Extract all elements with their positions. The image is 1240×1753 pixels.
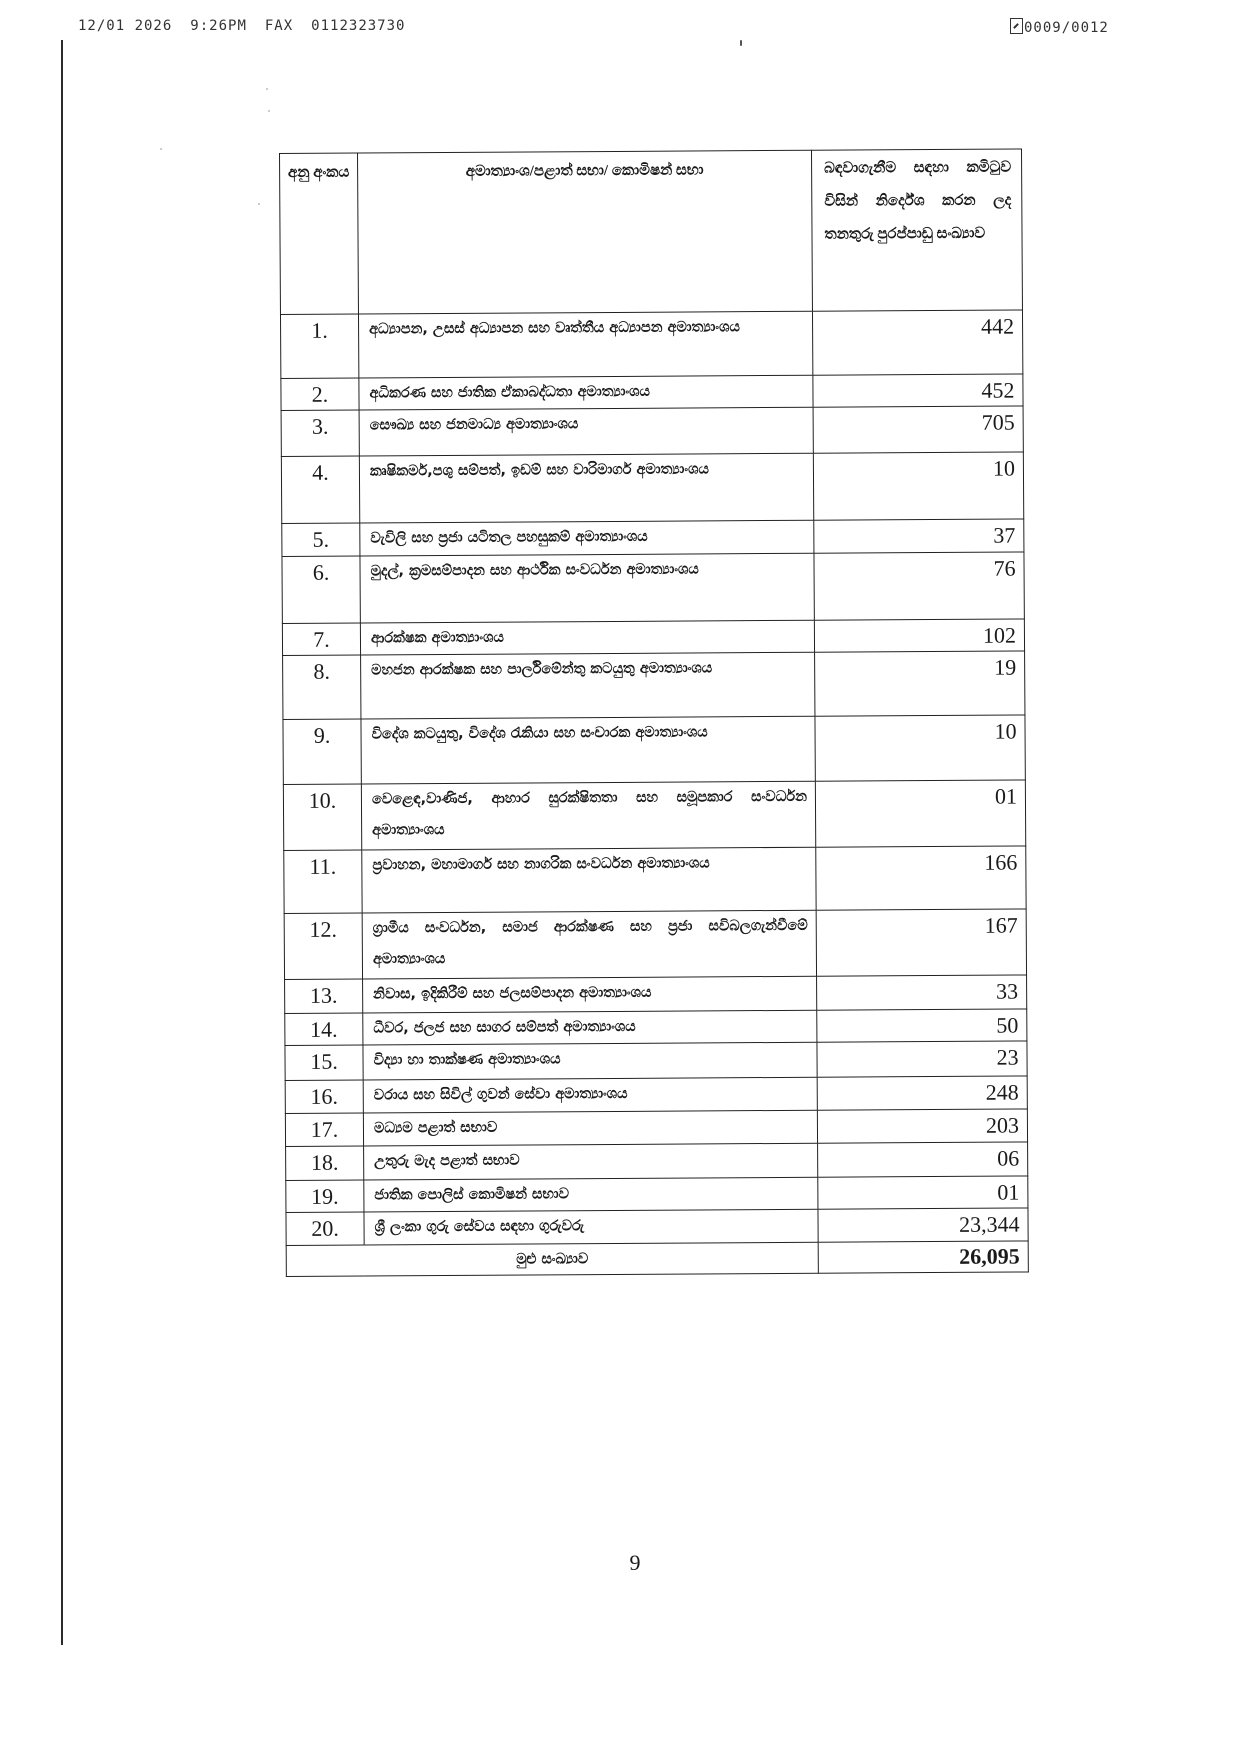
row-serial-number: 17. [285,1113,363,1146]
row-ministry-name: මුදල්, ක්‍රමසම්පාදන සහ ආර්ථික සංවර්ධන අමාත්‍යාංශය [360,553,814,623]
fax-label: FAX [264,18,294,34]
scan-speck [266,88,268,90]
row-vacancy-count: 06 [818,1142,1028,1177]
row-ministry-name: මහජන ආරක්ෂක සහ පාර්ලිමේන්තු කටයුතු අමාත්‍යාංශය [361,652,815,719]
row-vacancy-count: 19 [815,651,1025,716]
row-serial-number: 9. [283,719,361,784]
page-number: 9 [629,1550,641,1575]
row-ministry-name: උතුරු මැද පළාත් සභාව [364,1143,818,1180]
row-serial-number: 16. [285,1080,363,1113]
fax-date: 12/01 2026 [78,18,173,34]
row-vacancy-count: 33 [817,975,1027,1010]
header-serial-number: අනු අංකය [280,153,359,314]
header-ministry: අමාත්‍යාංශ/පළාත් සභා/ කොමිෂන් සභා [358,150,813,314]
row-serial-number: 4. [281,456,359,523]
fax-page-counter [1010,18,1109,36]
table-row [280,310,1022,379]
table-row [282,552,1024,624]
row-vacancy-count: 23,344 [818,1208,1028,1242]
row-ministry-name: ප්‍රවාහන, මහාමාර්ග සහ නාගරික සංවර්ධන අමාත්‍යාංශය [362,847,816,913]
table-row [282,619,1024,656]
table-row [285,1076,1027,1114]
table-row [281,452,1023,524]
scan-speck [160,148,162,150]
table-row [286,1208,1028,1246]
table-row [285,975,1027,1014]
table-row [282,519,1024,557]
row-vacancy-count: 102 [814,619,1024,652]
row-serial-number: 1. [280,314,358,378]
row-vacancy-count: 01 [818,1176,1028,1209]
row-ministry-name: වැවිලි සහ ප්‍රජා යටිතල පහසුකම් අමාත්‍යාංශය [360,520,814,556]
row-vacancy-count: 23 [817,1041,1027,1077]
row-serial-number: 7. [282,623,360,655]
row-vacancy-count: 203 [817,1109,1027,1143]
row-ministry-name: අධ්‍යාපන, උසස් අධ්‍යාපන සහ වෘත්තීය අධ්‍යාපන අමාත්‍යාංශය [358,311,812,378]
total-value: 26,095 [818,1241,1028,1273]
row-vacancy-count: 10 [813,452,1023,520]
row-vacancy-count: 76 [814,552,1024,620]
fax-page-counter-text: 0009/0012 [1024,20,1109,36]
row-serial-number: 14. [285,1013,363,1045]
row-vacancy-count: 705 [813,406,1023,453]
total-label: මුළු සංඛ්‍යාව [286,1242,818,1276]
table-row [285,1009,1027,1046]
table-row [285,1109,1027,1147]
scan-speck [740,40,742,46]
row-serial-number: 12. [284,913,362,979]
row-vacancy-count: 167 [816,909,1026,976]
fax-page-icon [1010,18,1023,34]
row-vacancy-count: 248 [817,1076,1027,1110]
table-row [283,715,1025,785]
row-vacancy-count: 01 [815,780,1025,847]
table-row [286,1142,1028,1181]
table-row [281,406,1023,457]
row-ministry-name: ජාතික පොලිස් කොමිෂන් සභාව [364,1177,818,1212]
row-ministry-name: සෞඛ්‍ය සහ ජනමාධ්‍ය අමාත්‍යාංශය [359,407,813,456]
row-vacancy-count: 166 [816,846,1026,910]
vacancy-table [279,148,1029,1277]
fax-transmission-info [78,18,423,34]
row-ministry-name: විද්‍යා හා තාක්ෂණ අමාත්‍යාංශය [363,1042,817,1080]
table-row [285,1041,1027,1081]
row-vacancy-count: 10 [815,715,1025,781]
row-serial-number: 2. [281,378,359,410]
fax-time: 9:26PM [190,18,247,34]
row-serial-number: 5. [282,523,360,556]
fax-header [0,14,1240,38]
row-vacancy-count: 452 [813,374,1023,407]
row-serial-number: 19. [286,1180,364,1212]
scan-speck [258,203,260,205]
row-ministry-name: ධීවර, ජලජ සහ සාගර සම්පත් අමාත්‍යාංශය [363,1010,817,1045]
row-ministry-name: කෘෂිකර්ම,පශු සම්පත්, ඉඩම් සහ වාරිමාර්ග අමාත්‍යාංශය [359,453,813,523]
row-serial-number: 8. [283,655,361,719]
row-ministry-name: ග්‍රාමීය සංවර්ධන, සමාජ ආරක්ෂණ සහ ප්‍රජා සවිබලගැන්වීමේ අමාත්‍යාංශය [362,910,816,979]
row-ministry-name: ශ්‍රී ලංකා ගුරු සේවය සඳහා ගුරුවරු [364,1209,818,1245]
row-vacancy-count: 50 [817,1009,1027,1042]
row-vacancy-count: 442 [812,310,1022,375]
scan-speck [268,110,270,112]
row-serial-number: 11. [284,850,362,913]
table-row [283,651,1025,720]
row-serial-number: 3. [281,410,359,456]
row-ministry-name: වෙළෙඳ,වාණිජ, ආහාර සුරක්ෂිතතා සහ සමූපකාර සංවර්ධන අමාත්‍යාංශය [361,781,815,850]
row-ministry-name: නිවාස, ඉදිකිරීම් සහ ජලසම්පාදන අමාත්‍යාංශය [363,976,817,1013]
table-body [280,310,1028,1246]
row-ministry-name: වරාය සහ සිවිල් ගුවන් සේවා අමාත්‍යාංශය [363,1077,817,1113]
fax-number: 0112323730 [311,18,406,34]
row-serial-number: 10. [283,784,361,850]
row-ministry-name: අධිකරණ සහ ජාතික ඒකාබද්ධතා අමාත්‍යාංශය [359,375,813,410]
row-ministry-name: ආරක්ෂක අමාත්‍යාංශය [360,620,814,655]
table-row [284,846,1026,914]
table-total-row [286,1241,1028,1277]
table-row [283,780,1025,851]
row-ministry-name: විදේශ කටයුතු, විදේශ රැකියා සහ සංචාරක අමාත්‍යාංශය [361,716,815,784]
table-row [286,1176,1028,1213]
row-serial-number: 6. [282,556,360,623]
row-ministry-name: මධ්‍යම පළාත් සභාව [363,1110,817,1146]
row-serial-number: 13. [285,979,363,1013]
row-serial-number: 18. [286,1146,364,1180]
table-header-row [280,149,1023,315]
table-row [284,909,1026,980]
row-serial-number: 20. [286,1212,364,1245]
row-serial-number: 15. [285,1045,363,1080]
header-vacancies: බඳවාගැනීම සඳහා කමිටුව විසින් නිර්දේශ කරන ලද තනතුරු පුරප්පාඩු සංඛ්‍යාව [811,149,1022,311]
row-vacancy-count: 37 [814,519,1024,553]
scan-margin-line [61,40,63,1645]
table-row [281,374,1023,411]
